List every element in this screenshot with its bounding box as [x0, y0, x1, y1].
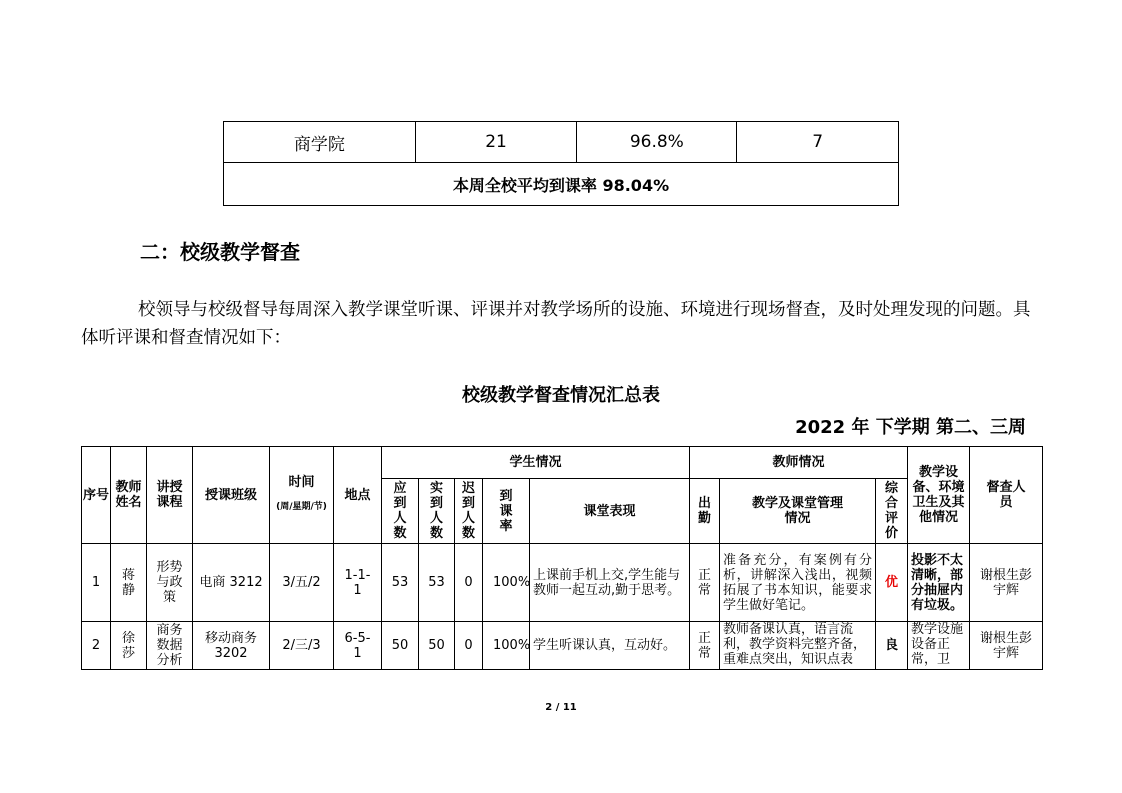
header-course: 讲授课程: [147, 447, 193, 544]
should-cell: 50: [382, 622, 419, 670]
header-teacher: 教师姓名: [111, 447, 147, 544]
seq-cell: 1: [82, 544, 111, 622]
eval-cell: 优: [876, 544, 908, 622]
header-attendance: 出勤: [690, 479, 720, 544]
mgmt-cell: [720, 622, 876, 670]
rate-cell: 100%: [483, 544, 530, 622]
teacher-cell: 蒋静: [111, 544, 147, 622]
late-cell: 0: [455, 622, 483, 670]
header-class: 授课班级: [193, 447, 270, 544]
table-subtitle: 2022 年 下学期 第二、三周: [795, 417, 1026, 438]
should-cell: 53: [382, 544, 419, 622]
header-row: [82, 447, 1043, 479]
place-cell: 1-1-1: [334, 544, 382, 622]
header-student-group: 学生情况: [382, 447, 690, 479]
attendance-cell: 正常: [690, 544, 720, 622]
header-time: [270, 447, 334, 544]
college-cell: 商学院: [224, 122, 416, 163]
course-cell: 商务数据分析: [147, 622, 193, 670]
section-heading: 二：校级教学督查: [140, 240, 300, 264]
header-facility: 教学设备、环境卫生及其他情况: [908, 447, 970, 544]
teacher-cell: 徐莎: [111, 622, 147, 670]
class-cell: 移动商务3202: [193, 622, 270, 670]
header-time-note: (周/星期/节): [276, 502, 327, 512]
summary-row: [224, 163, 899, 206]
attendance-table: [223, 121, 899, 206]
late-cell: 0: [455, 544, 483, 622]
facility-cell: 投影不太清晰，部分抽屉内有垃圾。: [908, 544, 970, 622]
intro-paragraph: 校领导与校级督导每周深入教学课堂听课、评课并对教学场所的设施、环境进行现场督查，及时处理发现的问题。具体听评课和督查情况如下：: [81, 300, 1031, 348]
facility-cell: [908, 622, 970, 670]
header-should: 应到人数: [382, 479, 419, 544]
header-rate: 到课率: [483, 479, 530, 544]
header-seq: 序号: [82, 447, 111, 544]
class-cell: 电商 3212: [193, 544, 270, 622]
performance-cell: 学生听课认真，互动好。: [530, 622, 690, 670]
mgmt-text: 教师备课认真，语言流利，教学资料完整齐备，重难点突出，知识点表: [723, 622, 867, 667]
count-cell: 7: [737, 122, 899, 163]
actual-cell: 50: [419, 622, 455, 670]
inspector-cell: 谢根生彭宇辉: [970, 544, 1043, 622]
page-number: 2 / 11: [545, 702, 577, 713]
performance-cell: 上课前手机上交,学生能与教师一起互动,勤于思考。: [530, 544, 690, 622]
header-teacher-group: 教师情况: [690, 447, 908, 479]
header-place: 地点: [334, 447, 382, 544]
count-cell: 21: [415, 122, 577, 163]
header-mgmt: 教学及课堂管理情况: [720, 479, 876, 544]
time-cell: 2/三/3: [270, 622, 334, 670]
table-title: 校级教学督查情况汇总表: [462, 385, 660, 406]
rate-cell: 100%: [483, 622, 530, 670]
table-row: [224, 122, 899, 163]
time-cell: 3/五/2: [270, 544, 334, 622]
header-late: 迟到人数: [455, 479, 483, 544]
table-row: [82, 622, 1043, 670]
inspection-table: [81, 446, 1043, 670]
rate-cell: 96.8%: [577, 122, 737, 163]
header-actual: 实到人数: [419, 479, 455, 544]
header-time-label: 时间: [288, 475, 315, 490]
mgmt-cell: 准备充分，有案例有分析，讲解深入浅出，视频拓展了书本知识，能要求学生做好笔记。: [720, 544, 876, 622]
place-cell: 6-5-1: [334, 622, 382, 670]
seq-cell: 2: [82, 622, 111, 670]
actual-cell: 53: [419, 544, 455, 622]
attendance-cell: 正常: [690, 622, 720, 670]
header-inspector: 督查人员: [970, 447, 1043, 544]
inspector-cell: 谢根生彭宇辉: [970, 622, 1043, 670]
header-performance: 课堂表现: [530, 479, 690, 544]
facility-text: 教学设施设备正常，卫: [911, 622, 964, 667]
course-cell: 形势与政策: [147, 544, 193, 622]
eval-cell: 良: [876, 622, 908, 670]
table-row: [82, 544, 1043, 622]
summary-cell: 本周全校平均到课率 98.04%: [224, 163, 899, 206]
header-eval: 综合评价: [876, 479, 908, 544]
